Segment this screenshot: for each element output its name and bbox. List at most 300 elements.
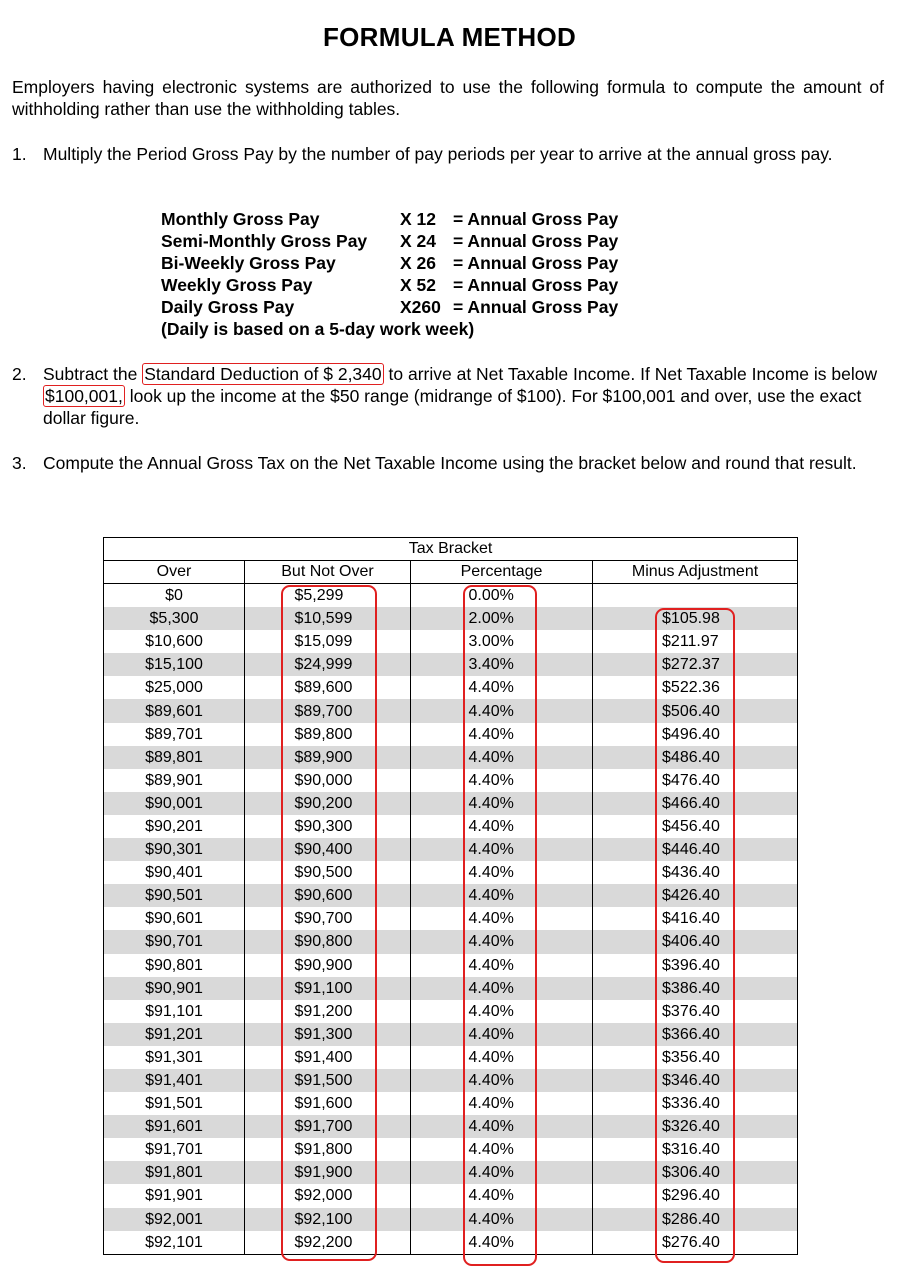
over-cell [104,746,245,769]
percentage-cell [411,1069,593,1092]
formula-result: = Annual Gross Pay [453,231,619,251]
table-row [104,746,798,769]
but-not-over-cell-value: $91,500 [294,1072,353,1090]
step-text: Multiply the Period Gross Pay by the number of pay periods per year to arrive at the annual gross pay. [43,144,833,164]
over-cell [104,1208,245,1231]
over-cell-value: $92,101 [145,1233,203,1251]
but-not-over-cell-value: $90,800 [294,933,353,951]
adjustment-cell-value: $396.40 [662,956,720,974]
adjustment-cell [593,769,798,792]
percentage-cell-value: 4.40% [468,1233,514,1251]
but-not-over-cell-value: $90,500 [294,864,353,882]
percentage-cell [411,815,593,838]
but-not-over-cell [245,884,411,907]
over-cell [104,1046,245,1069]
step2-text-a: Subtract the [43,364,143,384]
percentage-cell-value: 4.40% [468,771,514,789]
adjustment-cell [593,653,798,676]
percentage-cell-value: 3.00% [468,633,514,651]
table-row [104,954,798,977]
percentage-cell [411,1092,593,1115]
percentage-cell [411,769,593,792]
over-cell-value: $90,401 [145,864,203,882]
table-row [104,884,798,907]
percentage-cell-value: 4.40% [468,956,514,974]
table-row [104,1138,798,1161]
over-cell [104,653,245,676]
table-row [104,1161,798,1184]
standard-deduction-highlight: Standard Deduction of $ 2,340 [144,364,382,384]
over-cell-value: $92,001 [145,1210,203,1228]
but-not-over-cell [245,1138,411,1161]
over-cell-value: $91,301 [145,1048,203,1066]
adjustment-cell [593,884,798,907]
adjustment-cell [593,930,798,953]
column-header-minus-adjustment: Minus Adjustment [593,561,798,584]
percentage-cell [411,1115,593,1138]
adjustment-cell [593,699,798,722]
over-cell [104,1069,245,1092]
over-cell [104,723,245,746]
percentage-cell-value: 3.40% [468,656,514,674]
adjustment-cell [593,1231,798,1255]
but-not-over-cell-value: $90,400 [294,841,353,859]
table-row [104,1023,798,1046]
intro-paragraph: Employers having electronic systems are authorized to use the following formula to compute the amount of withholding rather than use the withholding tables. [12,77,884,119]
formula-row [161,208,619,230]
table-row [104,723,798,746]
adjustment-cell [593,792,798,815]
over-cell [104,1115,245,1138]
percentage-cell-value: 4.40% [468,1164,514,1182]
adjustment-cell [593,676,798,699]
over-cell [104,815,245,838]
but-not-over-cell [245,607,411,630]
adjustment-cell-value: $496.40 [662,725,720,743]
adjustment-cell-value: $346.40 [662,1072,720,1090]
percentage-cell-value: 4.40% [468,1072,514,1090]
formula-multiplier: X260 [400,297,441,317]
but-not-over-cell [245,930,411,953]
table-row [104,1115,798,1138]
adjustment-cell-value: $456.40 [662,817,720,835]
over-cell [104,1138,245,1161]
table-row [104,607,798,630]
step2-text-c: look up the income at the $50 range (midrange of $100). For $100,001 and over, use the exact dollar figure. [43,386,862,428]
over-cell [104,930,245,953]
formula-result: = Annual Gross Pay [453,275,619,295]
adjustment-cell [593,630,798,653]
but-not-over-cell [245,907,411,930]
but-not-over-cell-value: $91,900 [294,1164,353,1182]
adjustment-cell [593,1184,798,1207]
percentage-cell-value: 4.40% [468,1002,514,1020]
but-not-over-cell-value: $91,400 [294,1048,353,1066]
percentage-cell-value: 4.40% [468,979,514,997]
table-row [104,584,798,608]
but-not-over-cell [245,815,411,838]
percentage-cell [411,699,593,722]
but-not-over-cell [245,676,411,699]
adjustment-cell [593,907,798,930]
adjustment-cell-value: $356.40 [662,1048,720,1066]
table-row [104,792,798,815]
percentage-cell [411,630,593,653]
but-not-over-cell-value: $91,800 [294,1141,353,1159]
table-row [104,653,798,676]
adjustment-cell [593,954,798,977]
adjustment-cell [593,723,798,746]
percentage-cell [411,838,593,861]
over-cell-value: $91,901 [145,1187,203,1205]
column-header-over: Over [104,561,245,584]
percentage-cell [411,1231,593,1255]
adjustment-cell [593,1092,798,1115]
step2-text-b: to arrive at Net Taxable Income. If Net Taxable Income is below [383,364,878,384]
over-cell-value: $90,501 [145,887,203,905]
adjustment-cell [593,1000,798,1023]
but-not-over-cell-value: $90,900 [294,956,353,974]
but-not-over-cell [245,861,411,884]
table-row [104,1231,798,1255]
over-cell [104,792,245,815]
formula-list [161,208,619,340]
over-cell-value: $90,001 [145,794,203,812]
but-not-over-cell-value: $5,299 [294,587,344,605]
over-cell-value: $89,901 [145,771,203,789]
percentage-cell-value: 4.40% [468,702,514,720]
percentage-cell [411,584,593,608]
percentage-cell [411,723,593,746]
step-text: Compute the Annual Gross Tax on the Net Taxable Income using the bracket below and round that result. [43,453,857,473]
over-cell [104,1231,245,1255]
percentage-cell [411,930,593,953]
but-not-over-cell-value: $90,600 [294,887,353,905]
percentage-cell-value: 4.40% [468,1095,514,1113]
but-not-over-cell [245,1069,411,1092]
percentage-cell [411,1000,593,1023]
but-not-over-cell-value: $15,099 [294,633,353,651]
percentage-cell-value: 4.40% [468,887,514,905]
percentage-cell [411,907,593,930]
but-not-over-cell [245,746,411,769]
adjustment-cell [593,1161,798,1184]
but-not-over-cell [245,1231,411,1255]
adjustment-cell [593,861,798,884]
percentage-cell-value: 4.40% [468,1025,514,1043]
adjustment-cell-value: $486.40 [662,748,720,766]
over-cell [104,884,245,907]
adjustment-cell-value: $522.36 [662,679,720,697]
but-not-over-cell-value: $91,600 [294,1095,353,1113]
adjustment-cell-value: $376.40 [662,1002,720,1020]
adjustment-cell-value: $306.40 [662,1164,720,1182]
over-cell [104,861,245,884]
percentage-cell [411,977,593,1000]
percentage-cell [411,954,593,977]
column-header-percentage: Percentage [411,561,593,584]
adjustment-cell [593,584,798,608]
over-cell-value: $91,401 [145,1072,203,1090]
adjustment-cell [593,746,798,769]
but-not-over-cell-value: $90,300 [294,817,353,835]
table-row [104,1069,798,1092]
step-3 [12,452,884,474]
percentage-cell [411,676,593,699]
over-cell [104,630,245,653]
step-number: 1. [12,144,27,164]
step-number: 3. [12,453,27,473]
over-cell-value: $90,901 [145,979,203,997]
percentage-cell [411,1184,593,1207]
adjustment-cell-value: $476.40 [662,771,720,789]
formula-note: (Daily is based on a 5-day work week) [161,319,475,339]
over-cell-value: $10,600 [145,633,203,651]
table-row [104,861,798,884]
but-not-over-cell [245,769,411,792]
over-cell-value: $90,601 [145,910,203,928]
adjustment-cell-value: $466.40 [662,794,720,812]
adjustment-cell-value: $406.40 [662,933,720,951]
over-cell-value: $91,201 [145,1025,203,1043]
but-not-over-cell-value: $89,700 [294,702,353,720]
table-row [104,699,798,722]
but-not-over-cell-value: $10,599 [294,610,353,628]
percentage-cell-value: 4.40% [468,817,514,835]
over-cell [104,1023,245,1046]
adjustment-cell-value: $426.40 [662,887,720,905]
percentage-cell [411,1161,593,1184]
formula-multiplier: X 24 [400,231,436,251]
but-not-over-cell [245,1115,411,1138]
adjustment-cell-value: $326.40 [662,1118,720,1136]
percentage-cell-value: 2.00% [468,610,514,628]
table-row [104,1046,798,1069]
but-not-over-cell [245,838,411,861]
formula-multiplier: X 26 [400,253,436,273]
over-cell-value: $89,601 [145,702,203,720]
adjustment-cell-value: $416.40 [662,910,720,928]
adjustment-cell-value: $386.40 [662,979,720,997]
over-cell [104,1161,245,1184]
percentage-cell-value: 4.40% [468,725,514,743]
percentage-cell-value: 0.00% [468,587,514,605]
formula-row [161,230,619,252]
table-row [104,630,798,653]
percentage-cell [411,1023,593,1046]
step-text [43,363,884,429]
but-not-over-cell [245,1161,411,1184]
but-not-over-cell [245,1092,411,1115]
percentage-cell [411,884,593,907]
formula-row [161,296,619,318]
but-not-over-cell-value: $92,200 [294,1233,353,1251]
but-not-over-cell-value: $90,000 [294,771,353,789]
percentage-cell-value: 4.40% [468,1210,514,1228]
but-not-over-cell [245,584,411,608]
percentage-cell-value: 4.40% [468,794,514,812]
over-cell [104,607,245,630]
over-cell [104,1184,245,1207]
percentage-cell-value: 4.40% [468,1118,514,1136]
over-cell-value: $0 [165,587,183,605]
but-not-over-cell [245,792,411,815]
percentage-cell-value: 4.40% [468,910,514,928]
percentage-cell [411,653,593,676]
over-cell-value: $90,301 [145,841,203,859]
adjustment-cell-value: $286.40 [662,1210,720,1228]
percentage-cell [411,746,593,769]
percentage-cell-value: 4.40% [468,1187,514,1205]
over-cell [104,954,245,977]
percentage-cell-value: 4.40% [468,864,514,882]
over-cell-value: $91,701 [145,1141,203,1159]
percentage-cell-value: 4.40% [468,933,514,951]
table-caption: Tax Bracket [104,538,798,561]
adjustment-cell [593,815,798,838]
formula-result: = Annual Gross Pay [453,253,619,273]
step-1 [12,143,884,165]
but-not-over-cell-value: $91,300 [294,1025,353,1043]
but-not-over-cell [245,1046,411,1069]
formula-multiplier: X 12 [400,209,436,229]
adjustment-cell-value: $446.40 [662,841,720,859]
adjustment-cell-value: $272.37 [662,656,720,674]
but-not-over-cell-value: $91,700 [294,1118,353,1136]
table-row [104,676,798,699]
table-row [104,1092,798,1115]
but-not-over-cell [245,1023,411,1046]
formula-row [161,274,619,296]
but-not-over-cell [245,977,411,1000]
percentage-cell-value: 4.40% [468,748,514,766]
table-row [104,1208,798,1231]
over-cell [104,838,245,861]
but-not-over-cell-value: $91,200 [294,1002,353,1020]
over-cell-value: $91,501 [145,1095,203,1113]
but-not-over-cell-value: $91,100 [294,979,353,997]
percentage-cell-value: 4.40% [468,679,514,697]
adjustment-cell [593,1069,798,1092]
adjustment-cell-value: $316.40 [662,1141,720,1159]
formula-multiplier: X 52 [400,275,436,295]
formula-label: Daily Gross Pay [161,297,295,317]
over-cell-value: $91,801 [145,1164,203,1182]
but-not-over-cell [245,653,411,676]
percentage-cell [411,1208,593,1231]
over-cell-value: $25,000 [145,679,203,697]
over-cell-value: $90,201 [145,817,203,835]
but-not-over-cell-value: $89,900 [294,748,353,766]
over-cell-value: $89,701 [145,725,203,743]
over-cell [104,699,245,722]
step-2 [12,363,884,429]
adjustment-cell-value: $276.40 [662,1233,720,1251]
formula-row [161,252,619,274]
formula-label: Weekly Gross Pay [161,275,313,295]
but-not-over-cell [245,1208,411,1231]
over-cell [104,1092,245,1115]
percentage-cell-value: 4.40% [468,1141,514,1159]
but-not-over-cell-value: $90,700 [294,910,353,928]
adjustment-cell [593,1046,798,1069]
but-not-over-cell [245,699,411,722]
over-cell [104,1000,245,1023]
table-row [104,1184,798,1207]
table-row [104,977,798,1000]
but-not-over-cell-value: $89,800 [294,725,353,743]
tax-bracket-table [103,537,798,1255]
over-cell-value: $90,701 [145,933,203,951]
but-not-over-cell-value: $92,100 [294,1210,353,1228]
table-row [104,907,798,930]
percentage-cell [411,792,593,815]
over-cell-value: $91,601 [145,1118,203,1136]
adjustment-cell-value: $366.40 [662,1025,720,1043]
adjustment-cell-value: $436.40 [662,864,720,882]
formula-result: = Annual Gross Pay [453,209,619,229]
adjustment-cell [593,1023,798,1046]
but-not-over-cell-value: $92,000 [294,1187,353,1205]
but-not-over-cell-value: $24,999 [294,656,353,674]
over-cell [104,977,245,1000]
over-cell-value: $15,100 [145,656,203,674]
table-row [104,769,798,792]
adjustment-cell [593,607,798,630]
percentage-cell [411,607,593,630]
percentage-cell-value: 4.40% [468,841,514,859]
but-not-over-cell [245,1000,411,1023]
formula-label: Semi-Monthly Gross Pay [161,231,368,251]
table-row [104,930,798,953]
formula-result: = Annual Gross Pay [453,297,619,317]
over-cell-value: $5,300 [149,610,199,628]
over-cell-value: $91,101 [145,1002,203,1020]
but-not-over-cell-value: $89,600 [294,679,353,697]
adjustment-cell-value: $105.98 [662,610,720,628]
adjustment-cell-value: $506.40 [662,702,720,720]
adjustment-cell [593,1208,798,1231]
percentage-cell [411,1046,593,1069]
table-row [104,1000,798,1023]
but-not-over-cell [245,630,411,653]
over-cell [104,676,245,699]
threshold-highlight: $100,001, [45,386,123,406]
over-cell [104,907,245,930]
formula-label: Monthly Gross Pay [161,209,320,229]
adjustment-cell-value: $336.40 [662,1095,720,1113]
table-row [104,838,798,861]
page-title: FORMULA METHOD [322,22,577,52]
adjustment-cell [593,838,798,861]
over-cell-value: $90,801 [145,956,203,974]
adjustment-cell [593,1138,798,1161]
adjustment-cell [593,1115,798,1138]
but-not-over-cell [245,723,411,746]
but-not-over-cell-value: $90,200 [294,794,353,812]
but-not-over-cell [245,1184,411,1207]
but-not-over-cell [245,954,411,977]
adjustment-cell [593,977,798,1000]
over-cell-value: $89,801 [145,748,203,766]
adjustment-cell-value: $296.40 [662,1187,720,1205]
over-cell [104,769,245,792]
formula-label: Bi-Weekly Gross Pay [161,253,336,273]
percentage-cell [411,1138,593,1161]
percentage-cell-value: 4.40% [468,1048,514,1066]
table-row [104,815,798,838]
step-number: 2. [12,364,27,384]
